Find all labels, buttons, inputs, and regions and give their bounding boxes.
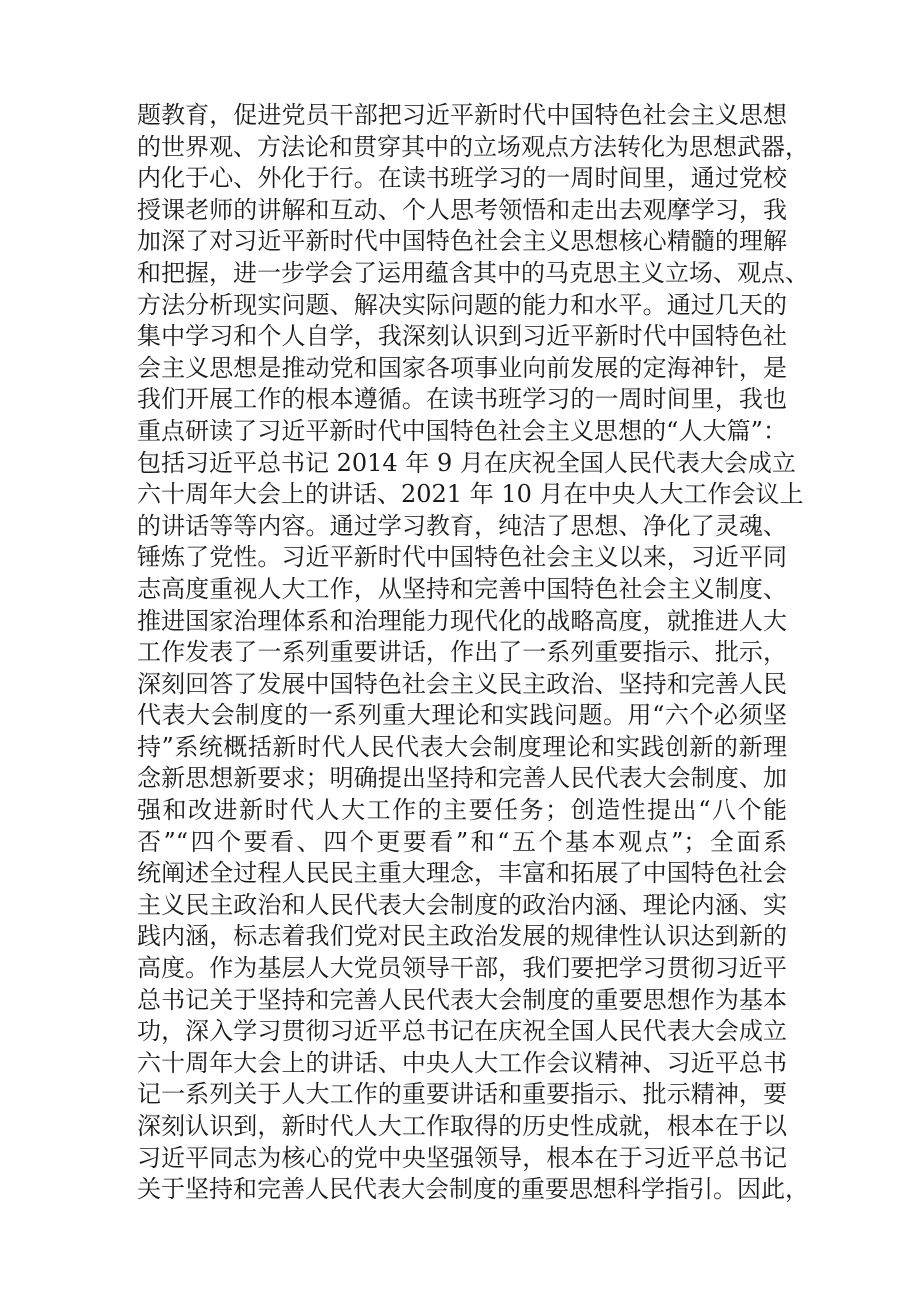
text-line-19: 深刻回答了发展中国特色社会主义民主政治、坚持和完善人民	[137, 669, 787, 698]
text-line-34: 习近平同志为核心的党中央坚强领导，根本在于习近平总书记	[137, 1143, 787, 1172]
text-line-30: 功，深入学习贯彻习近平总书记在庆祝全国人民代表大会成立	[137, 1017, 787, 1046]
text-line-17: 推进国家治理体系和治理能力现代化的战略高度，就推进人大	[137, 606, 787, 635]
text-line-11: 重点研读了习近平新时代中国特色社会主义思想的“人大篇”：	[137, 416, 787, 445]
text-line-8: 集中学习和个人自学，我深刻认识到习近平新时代中国特色社	[137, 322, 787, 351]
body-paragraph	[137, 100, 809, 1206]
text-line-33: 深刻认识到，新时代人大工作取得的历史性成就，根本在于以	[137, 1112, 787, 1140]
text-line-23: 强和改进新时代人大工作的主要任务；创造性提出“八个能	[137, 796, 787, 825]
text-line-15: 锤炼了党性。习近平新时代中国特色社会主义以来，习近平同	[137, 543, 787, 572]
text-line-9: 会主义思想是推动党和国家各项事业向前发展的定海神针，是	[137, 353, 787, 382]
text-line-35: 关于坚持和完善人民代表大会制度的重要思想科学指引。因此，	[137, 1175, 809, 1204]
text-line-25: 统阐述全过程人民民主重大理念，丰富和拓展了中国特色社会	[137, 859, 787, 888]
text-line-22: 念新思想新要求；明确提出坚持和完善人民代表大会制度、加	[137, 764, 787, 793]
text-line-26: 主义民主政治和人民代表大会制度的政治内涵、理论内涵、实	[137, 890, 787, 919]
text-line-28: 高度。作为基层人大党员领导干部，我们要把学习贯彻习近平	[137, 954, 787, 983]
text-line-3: 内化于心、外化于行。在读书班学习的一周时间里，通过党校	[137, 164, 787, 193]
text-line-18: 工作发表了一系列重要讲话，作出了一系列重要指示、批示，	[137, 638, 787, 667]
text-line-14: 的讲话等等内容。通过学习教育，纯洁了思想、净化了灵魂、	[137, 511, 787, 540]
text-line-10: 我们开展工作的根本遵循。在读书班学习的一周时间里，我也	[137, 385, 787, 414]
text-line-12: 包括习近平总书记 2014 年 9 月在庆祝全国人民代表大会成立	[137, 448, 796, 477]
text-line-21: 持”系统概括新时代人民代表大会制度理论和实践创新的新理	[137, 732, 787, 761]
text-line-31: 六十周年大会上的讲话、中央人大工作会议精神、习近平总书	[137, 1048, 787, 1077]
text-line-6: 和把握，进一步学会了运用蕴含其中的马克思主义立场、观点、	[137, 258, 809, 287]
text-line-29: 总书记关于坚持和完善人民代表大会制度的重要思想作为基本	[137, 985, 787, 1014]
text-line-13: 六十周年大会上的讲话、2021 年 10 月在中央人大工作会议上	[137, 480, 804, 509]
text-line-32: 记一系列关于人大工作的重要讲话和重要指示、批示精神，要	[137, 1080, 787, 1109]
text-line-27: 践内涵，标志着我们党对民主政治发展的规律性认识达到新的	[137, 922, 787, 951]
text-line-1: 题教育，促进党员干部把习近平新时代中国特色社会主义思想	[137, 101, 787, 129]
text-line-7: 方法分析现实问题、解决实际问题的能力和水平。通过几天的	[137, 290, 787, 319]
text-line-20: 代表大会制度的一系列重大理论和实践问题。用“六个必须坚	[137, 701, 787, 730]
text-line-5: 加深了对习近平新时代中国特色社会主义思想核心精髓的理解	[137, 227, 787, 256]
text-line-16: 志高度重视人大工作，从坚持和完善中国特色社会主义制度、	[137, 574, 787, 603]
text-line-2: 的世界观、方法论和贯穿其中的立场观点方法转化为思想武器，	[137, 132, 809, 161]
text-line-4: 授课老师的讲解和互动、个人思考领悟和走出去观摩学习，我	[137, 195, 787, 224]
text-line-24: 否”“四个要看、四个更要看”和“五个基本观点”；全面系	[137, 827, 787, 856]
